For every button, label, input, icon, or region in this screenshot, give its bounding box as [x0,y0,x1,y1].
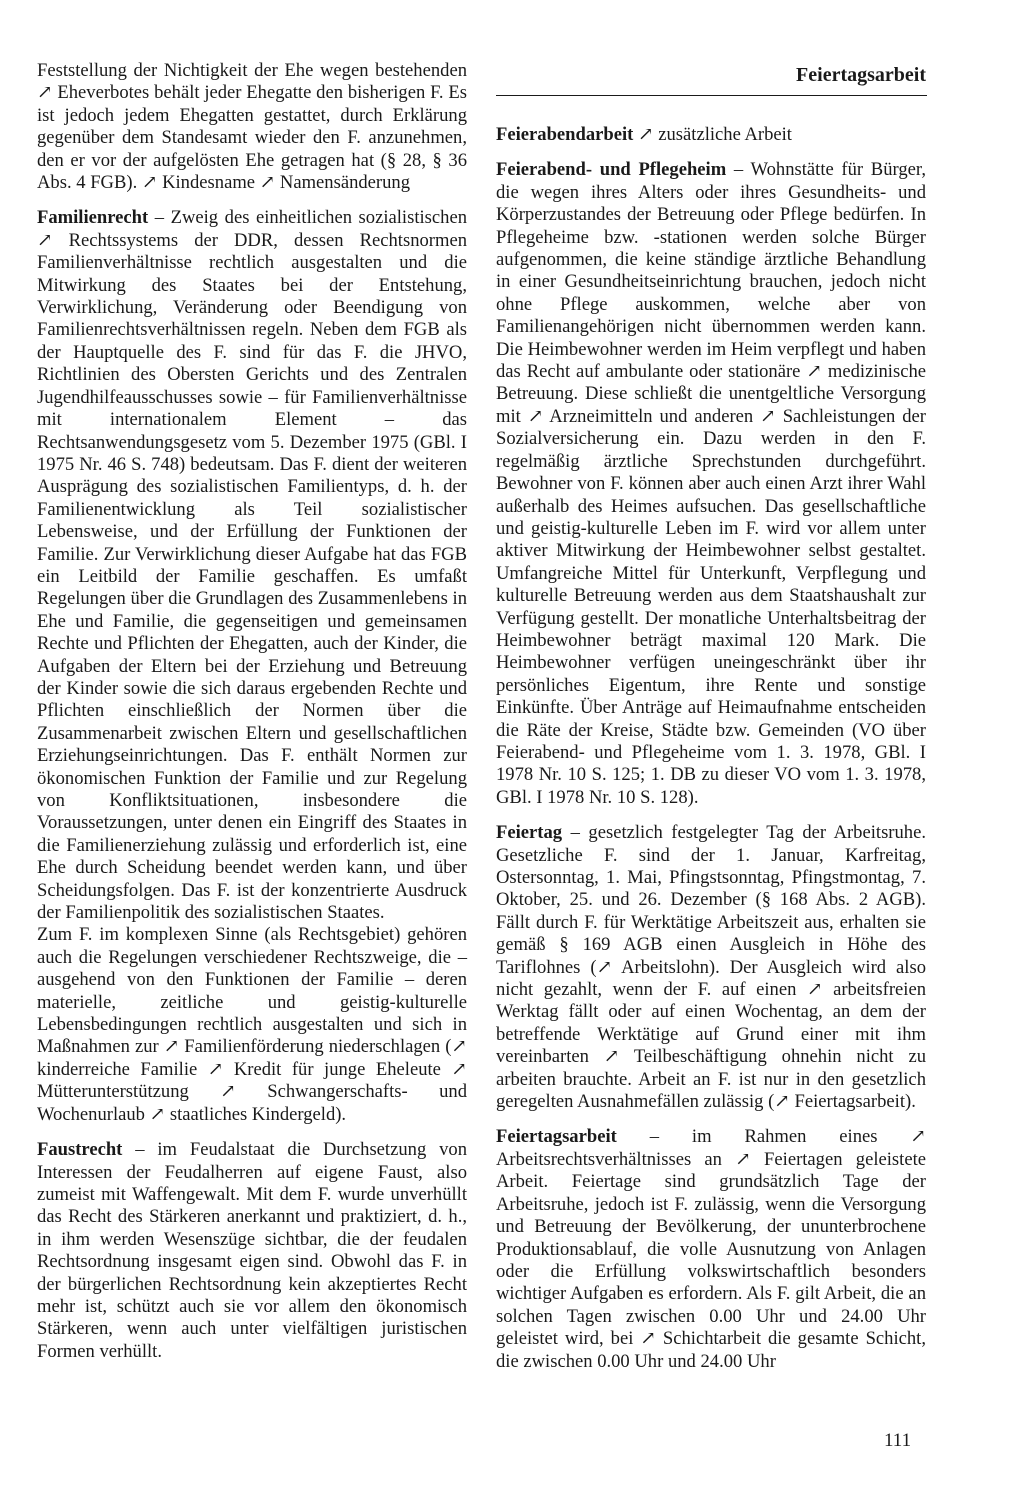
entry-feiertagsarbeit [496,1126,926,1372]
entry-feiertag [496,822,926,1113]
entry-text [496,124,926,146]
entry-lemma: Familienrecht [37,207,149,229]
entry-text [37,207,467,924]
entry-faustrecht [37,1139,467,1363]
header-rule [496,95,927,96]
entry-text-2 [37,924,467,1126]
entry-text [37,60,467,194]
entry-body: – gesetzlich festgelegter Tag der Arbeitsruhe. Gesetzliche F. sind der 1. Januar, Karfreitag, Ostersonntag, 1. Mai, Pfingstsonntag, Pfingstmontag, 7. Oktober, 25. und 26. Dezember (§ 168 Abs. 2 AGB). Fällt durch F. für Werktätige Arbeitszeit aus, erhalten sie gemäß § 169 AGB einen Ausgleich in Höhe des Tariflohnes (↗ Arbeitslohn). Der Ausgleich wird also nicht gezahlt, wenn der F. auf einen ↗ arbeitsfreien Werktag fällt oder auf einen Wochentag, an dem der betreffende Werktätige auf Grund einer mit ihm vereinbarten ↗ Teilbeschäftigung ohnehin nicht zu arbeiten brauchte. Arbeit an F. ist nur in den gesetzlich geregelten Ausnahmefällen zulässig (↗ Feiertagsarbeit). [496,822,926,1113]
entry-text [37,1139,467,1363]
entry-body: Feststellung der Nichtigkeit der Ehe wegen bestehenden ↗ Eheverbotes behält jeder Ehegatte den bisherigen F. Es ist jedoch jedem Ehegatten gestattet, durch Erklärung gegenüber dem Standesamt wieder den F. anzunehmen, den er vor der aufgelösten Ehe getragen hat (§ 28, § 36 Abs. 4 FGB). ↗ Kindesname ↗ Namensänderung [37,60,467,194]
left-column [37,60,467,1376]
entry-lemma: Feiertag [496,822,563,844]
entry-lemma: Feierabend- und Pflegeheim [496,159,727,181]
entry-body-2: Zum F. im komplexen Sinne (als Rechtsgebiet) gehören auch die Regelungen verschiedener Rechtszweige, die – ausgehend von den Funktionen der Familie – deren materielle, zeitliche und geistig-kulturelle Lebensbedingungen rechtlich ausgestalten und sich in Maßnahmen zur ↗ Familienförderung niederschlagen (↗ kinderreiche Familie ↗ Kredit für junge Eheleute ↗ Mütterunterstützung ↗ Schwangerschafts- und Wochenurlaub ↗ staatliches Kindergeld). [37,924,467,1125]
entry-feierabend-pflegeheim [496,159,926,809]
entry-body: – Wohnstätte für Bürger, die wegen ihres Alters oder ihres Gesundheits- und Körperzustandes der Betreuung oder Pflege bedürfen. In Pflegeheime bzw. -stationen werden solche Bürger aufgenommen, die keine ständige ärztliche Behandlung in einer Gesundheitseinrichtung brauchen, jedoch nicht ohne Pflege auskommen, welche aber von Familienangehörigen nicht übernommen werden kann. Die Heimbewohner werden im Heim verpflegt und haben das Recht auf ambulante oder stationäre ↗ medizinische Betreuung. Diese schließt die unentgeltliche Versorgung mit ↗ Arzneimitteln und anderen ↗ Sachleistungen der Sozialversicherung ein. Dazu werden in den F. regelmäßig ärztliche Sprechstunden durchgeführt. Bewohner von F. können aber auch einen Arzt ihrer Wahl außerhalb des Heimes aufsuchen. Das gesellschaftliche und geistig-kulturelle Leben im F. wird vor allem unter aktiver Mitwirkung der Heimbewohner selbst gestaltet. Umfangreiche Mittel für Unterkunft, Verpflegung und kulturelle Betreuung werden aus dem Staatshaushalt zur Verfügung gestellt. Der monatliche Unterhaltsbeitrag der Heimbewohner beträgt maximal 120 Mark. Die Heimbewohner verfügen uneingeschränkt über ihr persönliches Eigentum, ihre Rente und sonstige Einkünfte. Über Anträge auf Heimaufnahme entscheiden die Räte der Kreise, Städte bzw. Gemeinden (VO über Feierabend- und Pflegeheime vom 1. 3. 1978, GBl. I 1978 Nr. 10 S. 125; 1. DB zu dieser VO vom 1. 3. 1978, GBl. I 1978 Nr. 10 S. 128). [496,159,926,808]
page-number: 111 [884,1430,912,1451]
entry-lemma: Feierabendarbeit [496,124,634,145]
entry-familienrecht [37,207,467,1126]
entry-body: – Zweig des einheitlichen sozialistischen ↗ Rechtssystems der DDR, dessen Rechtsnormen Familienverhältnisse rechtlich ausgestalten und die Mitwirkung des Staates bei der Entstehung, Verwirklichung, Veränderung oder Beendigung von Familienrechtsverhältnissen regeln. Neben dem FGB als der Hauptquelle des F. sind für das F. die JHVO, Richtlinien des Obersten Gerichts und des Zentralen Jugendhilfeausschusses sowie – für Familienverhältnisse mit internationalem Element – das Rechtsanwendungsgesetz vom 5. Dezember 1975 (GBl. I 1975 Nr. 46 S. 748) bedeutsam. Das F. dient der weiteren Ausprägung des sozialistischen Familientyps, d. h. der Familienentwicklung als Teil sozialistischer Lebensweise, und der Erfüllung der Funktionen der Familie. Zur Verwirklichung dieser Aufgabe hat das FGB ein Leitbild der Familie geschaffen. Es umfaßt Regelungen über die Grundlagen des Zusammenlebens in Ehe und Familie, die gegenseitigen und gemeinsamen Rechte und Pflichten der Ehegatten, auch der Kinder, die Aufgaben der Eltern bei der Erziehung und Betreuung der Kinder sowie die sich daraus ergebenden Rechte und Pflichten einschließlich der Normen über die Zusammenarbeit zwischen Eltern und gesellschaftlichen Erziehungseinrichtungen. Das F. enthält Normen zur ökonomischen Funktion der Familie und zur Regelung von Konfliktsituationen, insbesondere die Voraussetzungen, unter denen ein Eingriff des Staates in die Familienerziehung zulässig und erforderlich ist, eine Ehe durch Scheidung beendet werden kann, und über Scheidungsfolgen. Das F. ist der konzentrierte Ausdruck der Familienpolitik des sozialistischen Staates. [37,207,467,924]
entry-continuation [37,60,467,194]
entry-text [496,1126,926,1372]
right-column [496,124,926,1386]
entry-body: – im Feudalstaat die Durchsetzung von Interessen der Feudalherren auf eigene Faust, also zumeist mit Waffengewalt. Mit dem F. wurde unverhüllt das Recht des Stärkeren anerkannt und praktiziert, d. h., in ihm werden Wesenszüge sichtbar, die der feudalen Rechtsordnung insgesamt eigen sind. Obwohl das F. in der bürgerlichen Rechtsordnung kein akzeptiertes Recht mehr ist, schützt auch sie vor allem den ökonomisch Stärkeren, wenn auch unter vielfältigen juristischen Formen verhüllt. [37,1139,467,1362]
entry-text [496,822,926,1113]
entry-feierabendarbeit [496,124,926,146]
entry-text [496,159,926,809]
entry-lemma: Faustrecht [37,1139,123,1161]
running-head: Feiertagsarbeit [796,64,926,86]
entry-body: – im Rahmen eines ↗ Arbeitsrechtsverhältnisses an ↗ Feiertagen geleistete Arbeit. Feiertage sind grundsätzlich Tage der Arbeitsruhe, jedoch ist F. zulässig, wenn die Versorgung und Betreuung der Bevölkerung, der ununterbrochene Produktionsablauf, die volle Ausnutzung von Anlagen oder die Erfüllung volkswirtschaftlich besonders wichtiger Aufgaben es erfordern. Als F. gilt Arbeit, die an solchen Tagen zwischen 0.00 Uhr und 24.00 Uhr geleistet wird, bei ↗ Schichtarbeit die gesamte Schicht, die zwischen 0.00 Uhr und 24.00 Uhr [496,1126,926,1372]
entry-lemma: Feiertagsarbeit [496,1126,617,1148]
entry-body: ↗ zusätzliche Arbeit [633,124,792,145]
